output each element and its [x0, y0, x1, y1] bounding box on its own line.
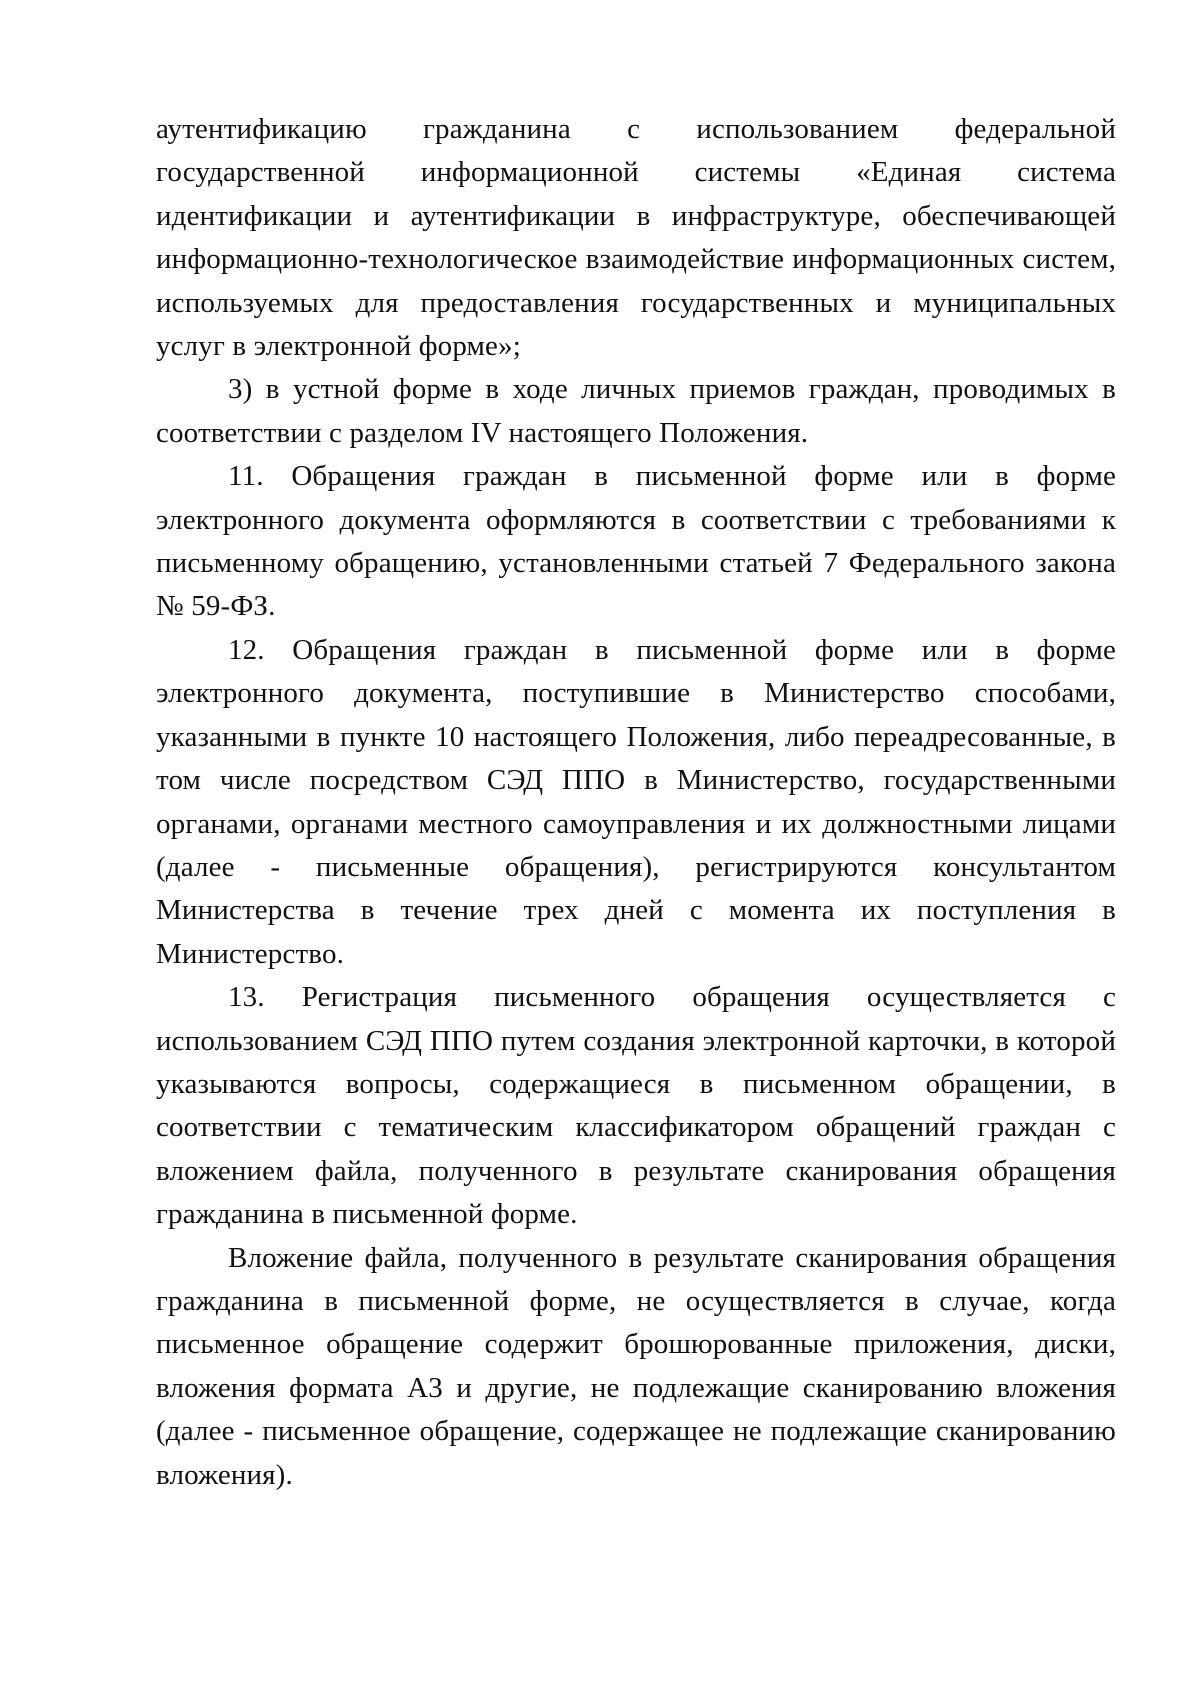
paragraph-attachment: Вложение файла, полученного в результате сканирования обращения гражданина в письменной форме, не осуществляется в случае, когда письменное обращение содержит брошюрованные приложения, диски, вложения формата А3 и другие, не подлежащие сканированию вложения (далее - письменное обращение, содержащее не подлежащие сканированию вложения). [156, 1241, 1116, 1491]
paragraph-13: 13. Регистрация письменного обращения осуществляется с использованием СЭД ППО путем создания электронной карточки, в которой указываются вопросы, содержащиеся в письменном обращении, в соответствии с тематическим классификатором обращений граждан с вложением файла, полученного в результате сканирования обращения гражданина в письменной форме. [156, 981, 1116, 1231]
paragraph-11: 11. Обращения граждан в письменной форме или в форме электронного документа оформляются в соответствии с требованиями к письменному обращению, установленными статьей 7 Федерального закона № 59-ФЗ. [156, 460, 1116, 623]
document-body [156, 108, 1116, 1497]
paragraph-oral-form: 3) в устной форме в ходе личных приемов граждан, проводимых в соответствии с разделом IV настоящего Положения. [156, 373, 1116, 449]
paragraph-esia-authentication: аутентификацию гражданина с использованием федеральной государственной информационной системы «Единая система идентификации и аутентификации в инфраструктуре, обеспечивающей информационно-технологическое взаимодействие информационных систем, используемых для предоставления государственных и муниципальных услуг в электронной форме»; [156, 113, 1116, 363]
paragraph-12: 12. Обращения граждан в письменной форме или в форме электронного документа, поступившие в Министерство способами, указанными в пункте 10 настоящего Положения, либо переадресованные, в том числе посредством СЭД ППО в Министерство, государственными органами, органами местного самоуправления и их должностными лицами (далее - письменные обращения), регистрируются консультантом Министерства в течение трех дней с момента их поступления в Министерство. [156, 633, 1116, 970]
